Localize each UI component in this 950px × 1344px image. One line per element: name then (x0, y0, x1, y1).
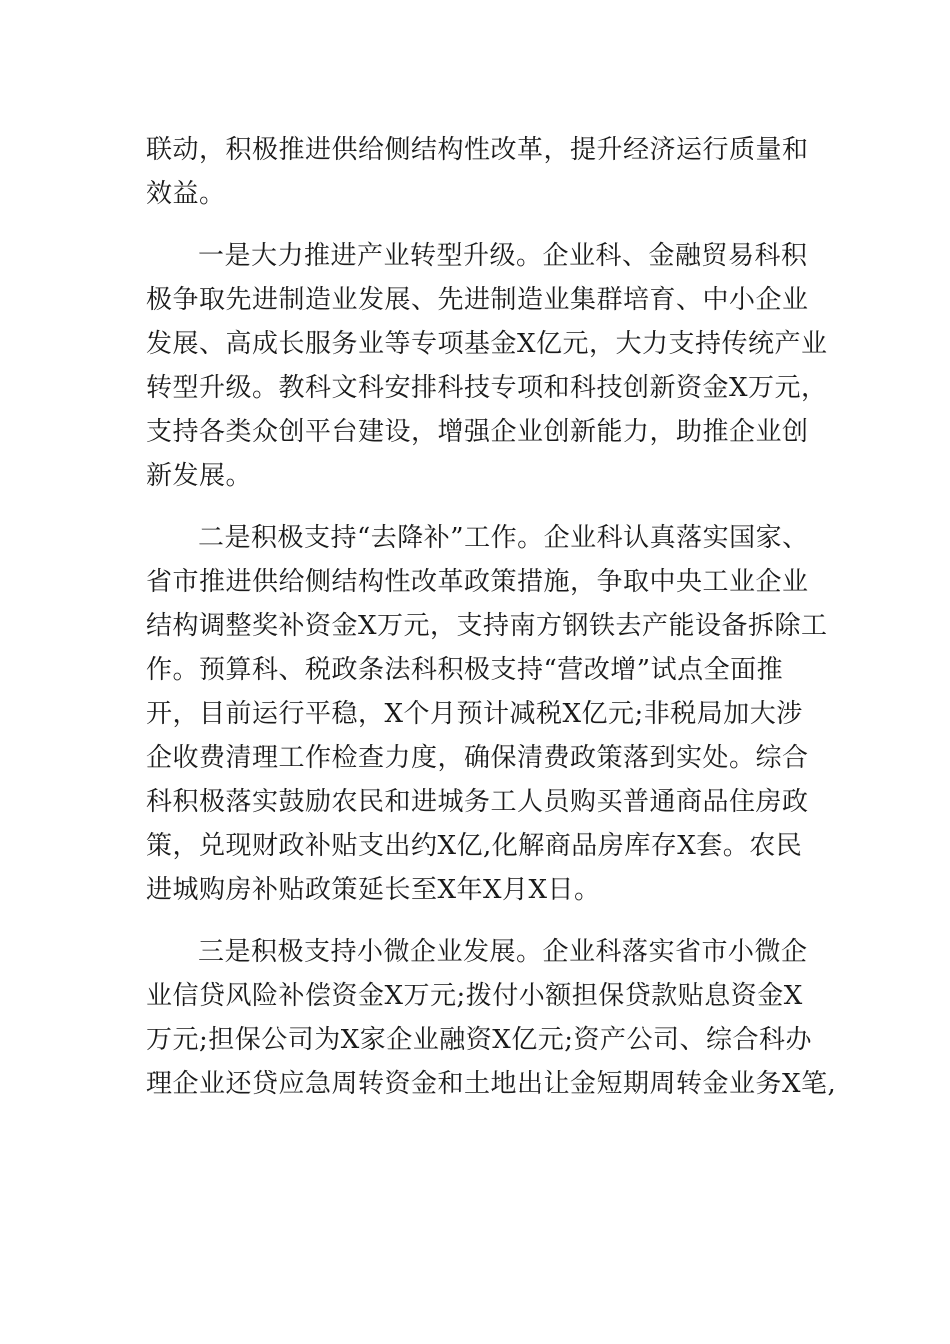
paragraph (146, 516, 828, 912)
text-line: 发展、高成长服务业等专项基金X亿元，大力支持传统产业 (146, 329, 828, 359)
text-line: 企收费清理工作检查力度，确保清费政策落到实处。综合 (146, 743, 809, 773)
text-line: 策，兑现财政补贴支出约X亿,化解商品房库存X套。农民 (146, 831, 803, 861)
text-line: 进城购房补贴政策延长至X年X月X日。 (146, 875, 601, 905)
text-line: 万元;担保公司为X家企业融资X亿元;资产公司、综合科办 (146, 1025, 813, 1055)
text-line: 理企业还贷应急周转资金和土地出让金短期周转金业务X笔, (146, 1069, 837, 1099)
text-line: 开，目前运行平稳，X个月预计减税X亿元;非税局加大涉 (146, 699, 803, 729)
text-line: 科积极落实鼓励农民和进城务工人员购买普通商品住房政 (146, 787, 809, 817)
paragraph (146, 930, 837, 1106)
text-line: 新发展。 (146, 461, 253, 491)
text-line: 业信贷风险补偿资金X万元;拨付小额担保贷款贴息资金X (146, 981, 803, 1011)
text-line: 转型升级。教科文科安排科技专项和科技创新资金X万元， (146, 373, 828, 403)
text-line: 三是积极支持小微企业发展。企业科落实省市小微企 (198, 937, 808, 967)
text-line: 结构调整奖补资金X万元，支持南方钢铁去产能设备拆除工 (146, 611, 828, 641)
text-line: 省市推进供给侧结构性改革政策措施，争取中央工业企业 (146, 567, 809, 597)
text-line: 联动，积极推进供给侧结构性改革，提升经济运行质量和 (146, 135, 809, 165)
paragraph (146, 234, 828, 498)
text-line: 作。预算科、税政条法科积极支持“营改增”试点全面推 (146, 655, 784, 685)
text-line: 极争取先进制造业发展、先进制造业集群培育、中小企业 (146, 285, 809, 315)
document-body (146, 128, 837, 1106)
paragraph (146, 128, 818, 216)
text-line: 效益。 (146, 179, 226, 209)
text-line: 支持各类众创平台建设，增强企业创新能力，助推企业创 (146, 417, 809, 447)
text-line: 二是积极支持“去降补”工作。企业科认真落实国家、 (198, 523, 809, 553)
text-line: 一是大力推进产业转型升级。企业科、金融贸易科积 (198, 241, 808, 271)
